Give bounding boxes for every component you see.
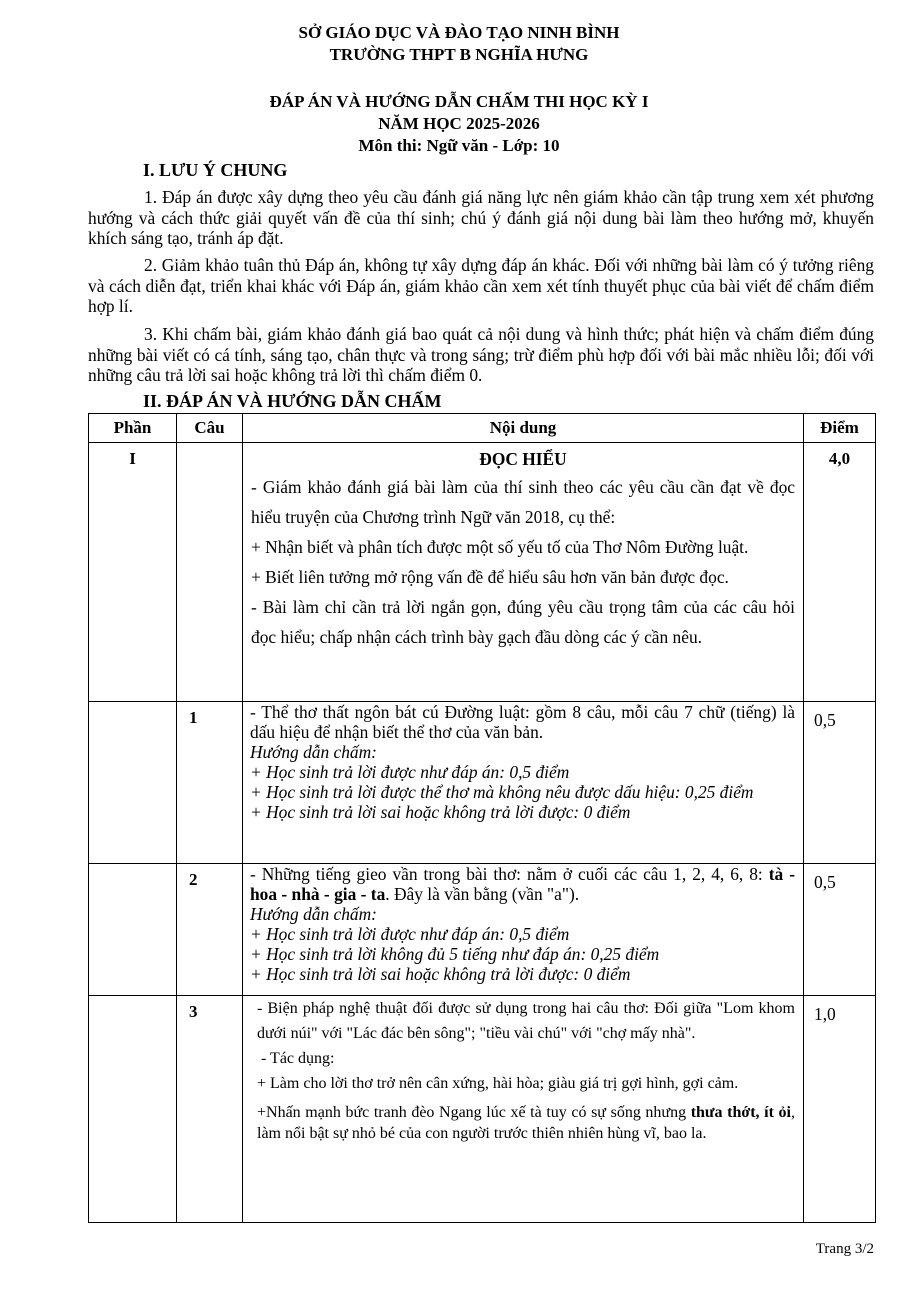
- answer-line: - Tác dụng:: [257, 1050, 335, 1067]
- question-score: 0,5: [804, 702, 876, 864]
- answer-line: - Biện pháp nghệ thuật đối được sử dụng trong hai câu thơ: Đối giữa "Lom khom dưới núi" với "Lác đác bên sông"; "tiều vài chú" với "chợ mấy nhà".: [257, 1000, 795, 1042]
- empty-phan-cell: [89, 702, 177, 864]
- table-row-q3: [89, 996, 876, 1223]
- empty-cau-cell: [177, 443, 243, 702]
- empty-phan-cell: [89, 996, 177, 1223]
- exam-title: ĐÁP ÁN VÀ HƯỚNG DẪN CHẤM THI HỌC KỲ I: [269, 92, 649, 111]
- section-general-notes-heading: I. LƯU Ý CHUNG: [143, 160, 288, 180]
- part-title: ĐỌC HIỂU: [479, 449, 567, 469]
- guide-title: Hướng dẫn chấm:: [250, 904, 377, 924]
- emphasis-text: thưa thớt, ít ỏi: [690, 1104, 791, 1121]
- guide-line: + Học sinh trả lời không đủ 5 tiếng như đáp án: 0,25 điểm: [250, 944, 660, 964]
- table-row-part1: [89, 443, 876, 702]
- answer-line: [257, 1102, 795, 1144]
- question-score: 1,0: [804, 996, 876, 1223]
- org-name: SỞ GIÁO DỤC VÀ ĐÀO TẠO NINH BÌNH: [298, 23, 620, 42]
- rhyme-words: tà - hoa - nhà - gia - ta: [250, 864, 795, 904]
- part-number: I: [89, 443, 177, 702]
- part1-intro: [243, 470, 803, 652]
- guide-title: Hướng dẫn chấm:: [250, 742, 377, 762]
- col-header-noidung: Nội dung: [243, 414, 804, 443]
- table-header-row: [89, 414, 876, 443]
- question-number: 3: [177, 996, 243, 1223]
- col-header-diem: Điểm: [804, 414, 876, 443]
- table-row-q2: [89, 864, 876, 996]
- intro-line: + Biết liên tưởng mở rộng vấn đề để hiểu sâu hơn văn bản được đọc.: [251, 567, 729, 587]
- intro-line: - Bài làm chỉ cần trả lời ngắn gọn, đúng yêu cầu trọng tâm của các câu hỏi đọc hiểu; chấp nhận cách trình bày gạch đầu dòng các ý cần nêu.: [251, 597, 795, 647]
- part1-content: [243, 443, 804, 702]
- exam-title-block: [0, 91, 918, 157]
- section-answer-heading: II. ĐÁP ÁN VÀ HƯỚNG DẪN CHẤM: [143, 391, 442, 411]
- question-number: 2: [177, 864, 243, 996]
- school-name: TRƯỜNG THPT B NGHĨA HƯNG: [329, 45, 589, 64]
- col-header-phan: Phần: [89, 414, 177, 443]
- col-header-cau: Câu: [177, 414, 243, 443]
- empty-phan-cell: [89, 864, 177, 996]
- page-number: Trang 3/2: [815, 1241, 874, 1257]
- guide-line: + Học sinh trả lời được như đáp án: 0,5 điểm: [250, 762, 570, 782]
- school-year: NĂM HỌC 2025-2026: [378, 114, 540, 133]
- general-note-3: 3. Khi chấm bài, giám khảo đánh giá bao quát cả nội dung và hình thức; phát hiện và chấm điểm đúng những bài viết có cá tính, sáng tạo, chân thực và trong sáng; trừ điểm phù hợp đối với bài mắc nhiều lỗi; đối với những câu trả lời sai hoặc không trả lời thì chấm điểm 0.: [88, 324, 874, 385]
- general-note-2: 2. Giảm khảo tuân thủ Đáp án, không tự xây dựng đáp án khác. Đối với những bài làm có ý tưởng riêng và cách diễn đạt, triển khai khác với Đáp án, giám khảo cần xem xét tính thuyết phục của bài viết để chấm điểm hợp lí.: [88, 255, 874, 316]
- table-row-q1: [89, 702, 876, 864]
- guide-line: + Học sinh trả lời sai hoặc không trả lời được: 0 điểm: [250, 964, 631, 984]
- intro-line: + Nhận biết và phân tích được một số yếu tố của Thơ Nôm Đường luật.: [251, 537, 749, 557]
- answer-line: + Làm cho lời thơ trở nên cân xứng, hài hòa; giàu giá trị gợi hình, gợi cảm.: [257, 1075, 739, 1092]
- guide-line: + Học sinh trả lời được thể thơ mà không nêu được dấu hiệu: 0,25 điểm: [250, 782, 754, 802]
- answer-table: [88, 413, 876, 1223]
- guide-line: + Học sinh trả lời sai hoặc không trả lời được: 0 điểm: [250, 802, 631, 822]
- q1-answer: [243, 702, 804, 864]
- q2-answer: [243, 864, 804, 996]
- answer-text-part: - Những tiếng gieo vần trong bài thơ: nằm ở cuối các câu 1, 2, 4, 6, 8:: [250, 864, 769, 884]
- q3-answer: [243, 996, 804, 1223]
- question-number: 1: [177, 702, 243, 864]
- answer-text: - Thể thơ thất ngôn bát cú Đường luật: gồm 8 câu, mỗi câu 7 chữ (tiếng) là dấu hiệu để nhận biết thể thơ của văn bản.: [250, 702, 795, 742]
- guide-line: + Học sinh trả lời được như đáp án: 0,5 điểm: [250, 924, 570, 944]
- subject-line: Môn thi: Ngữ văn - Lớp: 10: [358, 136, 560, 155]
- answer-text-part: , làm nổi bật sự nhỏ bé của con người trước thiên nhiên hùng vĩ, bao la.: [257, 1104, 795, 1142]
- intro-line: - Giám khảo đánh giá bài làm của thí sinh theo các yêu cầu cần đạt về đọc hiểu truyện của Chương trình Ngữ văn 2018, cụ thể:: [251, 477, 795, 527]
- question-score: 0,5: [804, 864, 876, 996]
- document-header: [0, 22, 918, 66]
- part-score: 4,0: [804, 443, 876, 702]
- general-note-1: 1. Đáp án được xây dựng theo yêu cầu đánh giá năng lực nên giám khảo cần tập trung xem xét phương hướng và cách thức giải quyết vấn đề của thí sinh; chú ý đánh giá nội dung bài làm theo hướng mở, khuyến khích sáng tạo, tránh áp đặt.: [88, 187, 874, 248]
- answer-text-part: +Nhấn mạnh bức tranh đèo Ngang lúc xế tà tuy có sự sống nhưng: [257, 1104, 691, 1121]
- answer-text: [250, 864, 795, 904]
- answer-text-part: . Đây là vần bằng (vần "a").: [385, 884, 580, 904]
